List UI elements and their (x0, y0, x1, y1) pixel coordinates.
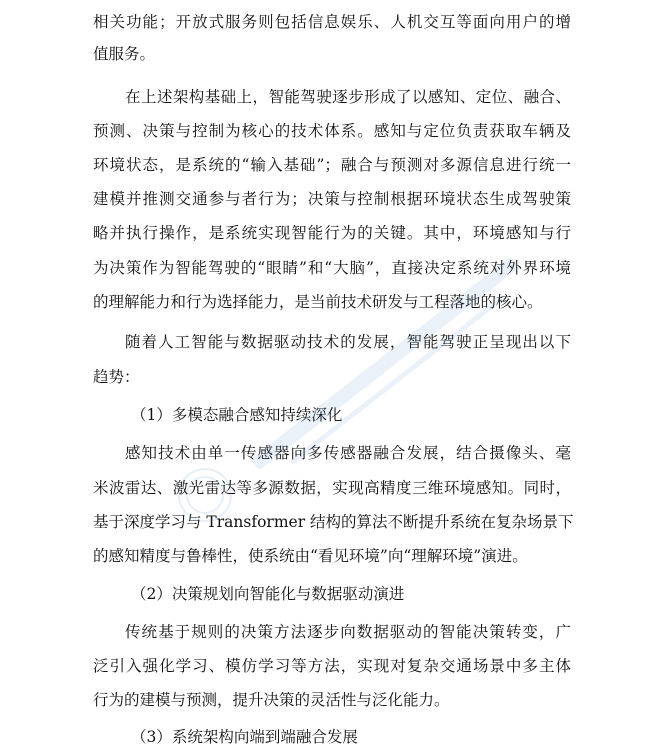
text-line: 的感知精度与鲁棒性，使系统由“看见环境”向“理解环境”演进。 (93, 547, 528, 565)
text-line: 感知技术由单一传感器向多传感器融合发展，结合摄像头、毫 (125, 444, 571, 462)
section-heading: （1）多模态融合感知持续深化 (131, 406, 343, 424)
section-heading: （3）系统架构向端到端融合发展 (131, 728, 358, 746)
section-heading: （2）决策规划向智能化与数据驱动演进 (131, 585, 405, 603)
text-line: 米波雷达、激光雷达等多源数据，实现高精度三维环境感知。同时， (93, 479, 571, 497)
text-line: 的理解能力和行为选择能力，是当前技术研发与工程落地的核心。 (93, 293, 543, 311)
text-line: 泛引入强化学习、模仿学习等方法，实现对复杂交通场景中多主体 (93, 657, 571, 675)
text-line: 值服务。 (93, 45, 156, 63)
watermark-band (251, 256, 520, 470)
text-line: 为决策作为智能驾驶的“眼睛”和“大脑”，直接决定系统对外界环境 (93, 259, 571, 277)
text-line: 行为的建模与预测，提升决策的灵活性与泛化能力。 (93, 691, 450, 709)
text-line: 预测、决策与控制为核心的技术体系。感知与定位负责获取车辆及 (93, 122, 571, 140)
text-line: 基于深度学习与 Transformer 结构的算法不断提升系统在复杂场景下 (93, 513, 574, 531)
text-line: 建模并推测交通参与者行为；决策与控制根据环境状态生成驾驶策 (93, 190, 571, 208)
text-line: 随着人工智能与数据驱动技术的发展，智能驾驶正呈现出以下 (125, 333, 571, 351)
text-line: 传统基于规则的决策方法逐步向数据驱动的智能决策转变，广 (125, 623, 571, 641)
text-line: 略并执行操作，是系统实现智能行为的关键。其中，环境感知与行 (93, 224, 571, 242)
text-line: 相关功能；开放式服务则包括信息娱乐、人机交互等面向用户的增 (93, 13, 571, 31)
text-line: 环境状态，是系统的“输入基础”；融合与预测对多源信息进行统一 (93, 156, 571, 174)
text-line: 趋势： (93, 368, 140, 386)
text-line: 在上述架构基础上，智能驾驶逐步形成了以感知、定位、融合、 (125, 88, 571, 106)
